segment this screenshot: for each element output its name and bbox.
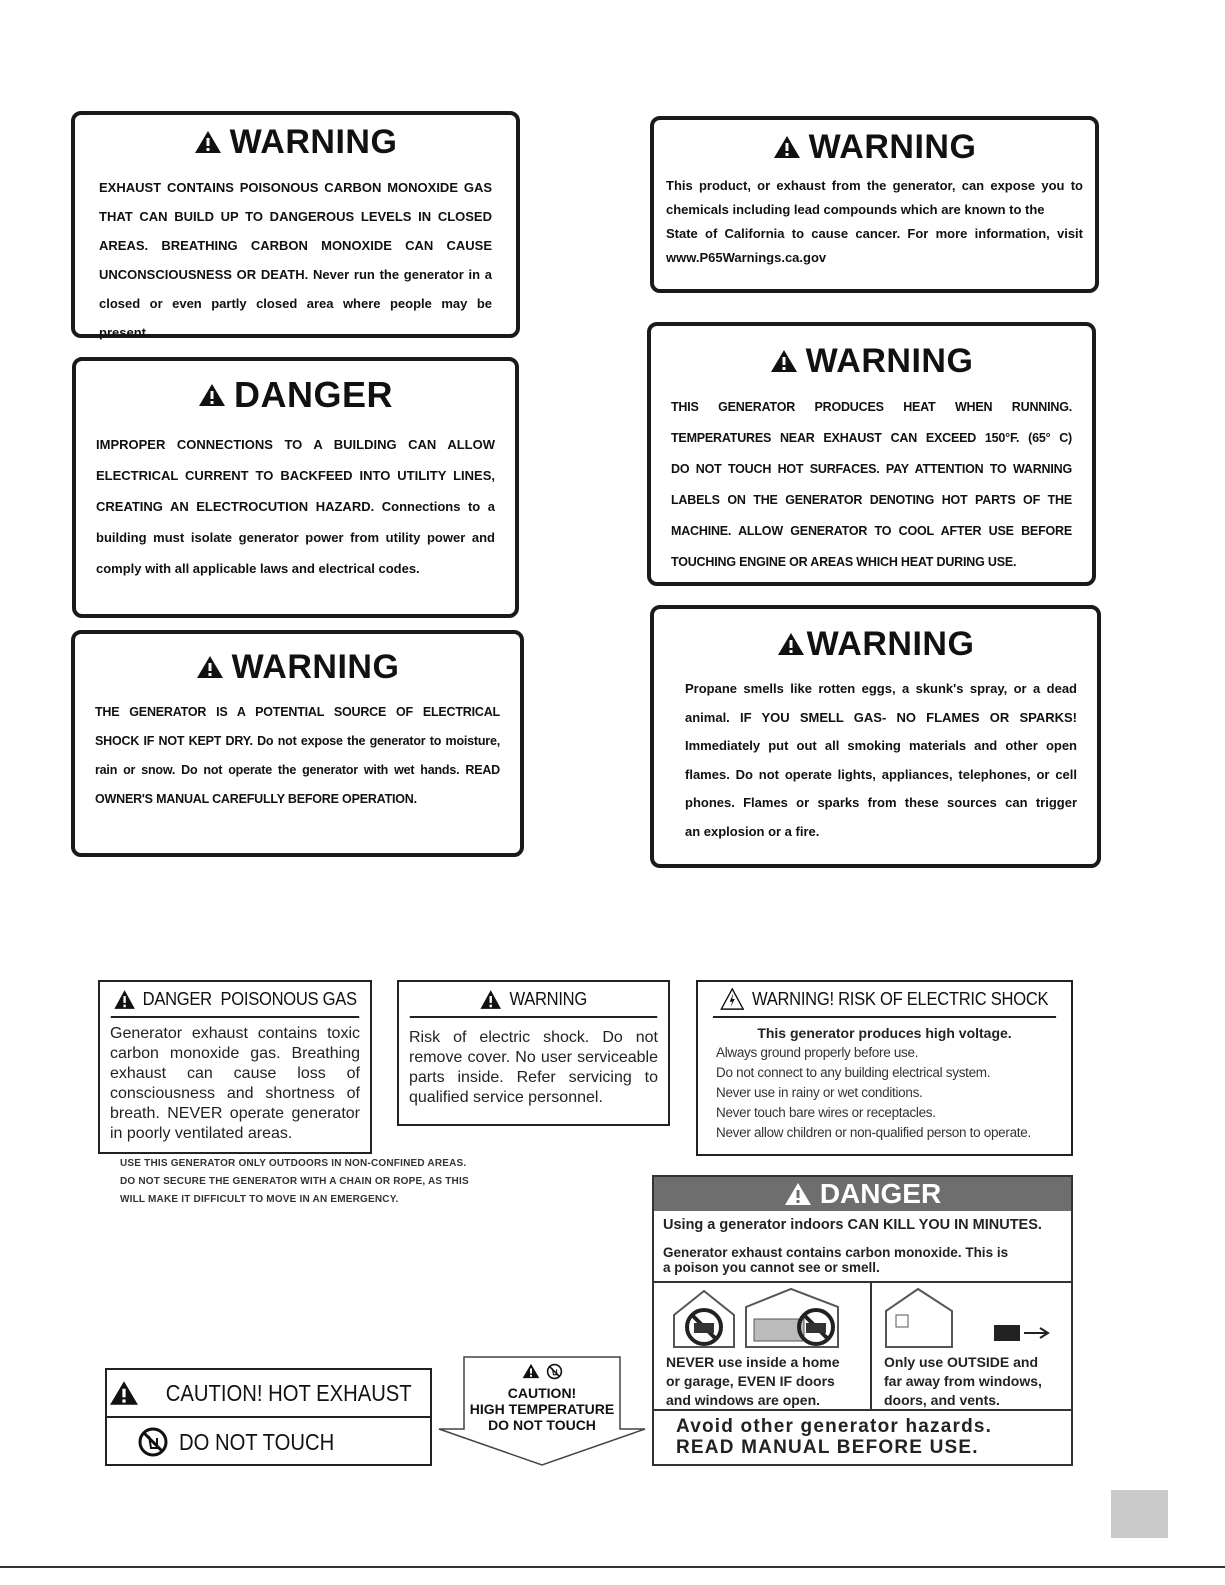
sign-heading: WARNING (674, 130, 1075, 164)
prop65-warning-sign (650, 116, 1099, 293)
label-body: Risk of electric shock. Do not remove cover. No user serviceable parts inside. Refer servicing to qualified service personnel. (409, 1029, 658, 1106)
lightning-warning-icon (721, 988, 745, 1010)
hot-exhaust-label (105, 1368, 432, 1466)
hot-exhaust-bottom: DO NOT TOUCH (107, 1418, 430, 1466)
warning-triangle-icon (784, 1182, 812, 1206)
outside-text: Only use OUTSIDE and far away from windows, doors, and vents. (884, 1354, 1042, 1408)
outdoor-use-note: USE THIS GENERATOR ONLY OUTDOORS IN NON-CONFINED AREAS. DO NOT SECURE THE GENERATOR WITH A CHAIN OR ROPE, AS THIS WILL MAKE IT DIFFICULT TO MOVE IN AN EMERGENCY. (120, 1158, 469, 1205)
outside-panel (872, 1283, 1071, 1409)
warning-triangle-icon (196, 655, 224, 679)
label-heading: DANGER POISONOUS GAS (111, 982, 359, 1018)
warning-triangle-icon (773, 135, 801, 159)
warning-triangle-icon (198, 383, 226, 407)
warning-triangle-icon (480, 989, 502, 1010)
warning-triangle-icon (113, 989, 135, 1010)
sign-heading: WARNING (674, 627, 1077, 661)
backfeed-danger-sign (72, 357, 519, 618)
sign-body: This product, or exhaust from the generator, can expose you to chemicals including lead compounds which are known to the State of California to cause cancer. For more information, visit www.P65Warnings.ca.gov (666, 178, 1083, 265)
no-house-garage-icon (666, 1285, 866, 1351)
sign-body: THE GENERATOR IS A POTENTIAL SOURCE OF ELECTRICAL SHOCK IF NOT KEPT DRY. Do not expose the generator to moisture, rain or snow. Do not operate the generator with wet hands. READ OWNER'S MANUAL CAREFULLY BEFORE OPERATION. (95, 705, 500, 806)
danger-footer: Avoid other generator hazards. READ MANUAL BEFORE USE. (676, 1416, 993, 1458)
danger-line-2: Generator exhaust contains carbon monoxide. This is a poison you cannot see or smell. (654, 1233, 1071, 1283)
warning-triangle-icon (194, 130, 222, 154)
electric-shock-label (696, 980, 1073, 1156)
poison-gas-label (98, 980, 372, 1154)
danger-line-1: Using a generator indoors CAN KILL YOU IN MINUTES. (663, 1217, 1042, 1233)
pictogram-row (654, 1283, 1071, 1411)
sign-body: IMPROPER CONNECTIONS TO A BUILDING CAN ALLOW ELECTRICAL CURRENT TO BACKFEED INTO UTILITY LINES, CREATING AN ELECTROCUTION HAZARD. Connections to a building must isolate generator power from utility power and comply with all applicable laws and electrical codes. (96, 437, 495, 576)
label-body: Always ground properly before use. Do not connect to any building electrical system. Never use in rainy or wet conditions. Never touch bare wires or receptacles. Never allow children or non-qualified person to operate. (716, 1045, 1031, 1140)
danger-banner: DANGER (654, 1177, 1071, 1211)
shock-warning-sign (71, 630, 524, 857)
warning-triangle-icon (770, 349, 798, 373)
page-number-tab (1111, 1490, 1168, 1538)
never-indoor-text: NEVER use inside a home or garage, EVEN IF doors and windows are open. (666, 1354, 840, 1408)
high-temp-text: CAUTION! HIGH TEMPERATURE DO NOT TOUCH (469, 1385, 615, 1433)
co-warning-sign (71, 111, 520, 338)
sign-body: EXHAUST CONTAINS POISONOUS CARBON MONOXIDE GAS THAT CAN BUILD UP TO DANGEROUS LEVELS IN CLOSED AREAS. BREATHING CARBON MONOXIDE CAN CAUSE UNCONSCIOUSNESS OR DEATH. Never run the generator in a closed or even partly closed area where people may be present. (99, 180, 492, 340)
sign-heading: WARNING (671, 344, 1072, 378)
label-heading: WARNING! RISK OF ELECTRIC SHOCK (713, 982, 1056, 1018)
high-temp-arrow-label (437, 1355, 647, 1467)
label-body: Generator exhaust contains toxic carbon monoxide gas. Breathing exhaust can cause loss of consciousness and shortness of breath. NEVER operate generator in poorly ventilated areas. (110, 1025, 360, 1142)
bottom-rule (0, 1566, 1225, 1568)
no-touch-icon (137, 1426, 169, 1458)
heat-warning-sign (647, 322, 1096, 586)
label-heading: WARNING (410, 982, 657, 1018)
warning-triangle-icon (109, 1380, 139, 1406)
sign-body: THIS GENERATOR PRODUCES HEAT WHEN RUNNING. TEMPERATURES NEAR EXHAUST CAN EXCEED 150°F. (65° C) DO NOT TOUCH HOT SURFACES. PAY ATTENTION TO WARNING LABELS ON THE GENERATOR DENOTING HOT PARTS OF THE MACHINE. ALLOW GENERATOR TO COOL AFTER USE BEFORE TOUCHING ENGINE OR AREAS WHICH HEAT DURING USE. (671, 400, 1072, 569)
sign-heading: WARNING (95, 125, 496, 159)
warning-triangle-icon (777, 632, 805, 656)
shock-cover-label (397, 980, 670, 1126)
label-subheading: This generator produces high voltage. (757, 1025, 1012, 1041)
hot-exhaust-top: CAUTION! HOT EXHAUST (107, 1370, 430, 1418)
sign-body: Propane smells like rotten eggs, a skunk's spray, or a dead animal. IF YOU SMELL GAS- NO FLAMES OR SPARKS! Immediately put out all smoking materials and other open flames. Do not operate lights, appliances, telephones, or cell phones. Flames or sparks from these sources can trigger an explosion or a fire. (685, 681, 1077, 839)
high-temp-icons (437, 1363, 647, 1380)
no-touch-icon (546, 1363, 563, 1380)
sign-heading: WARNING (95, 650, 500, 684)
indoor-danger-label (652, 1175, 1073, 1466)
house-generator-outside-icon (882, 1285, 1062, 1351)
propane-warning-sign (650, 605, 1101, 868)
never-indoor-panel (654, 1283, 872, 1409)
sign-heading: DANGER (96, 377, 495, 413)
warning-triangle-icon (522, 1363, 540, 1379)
